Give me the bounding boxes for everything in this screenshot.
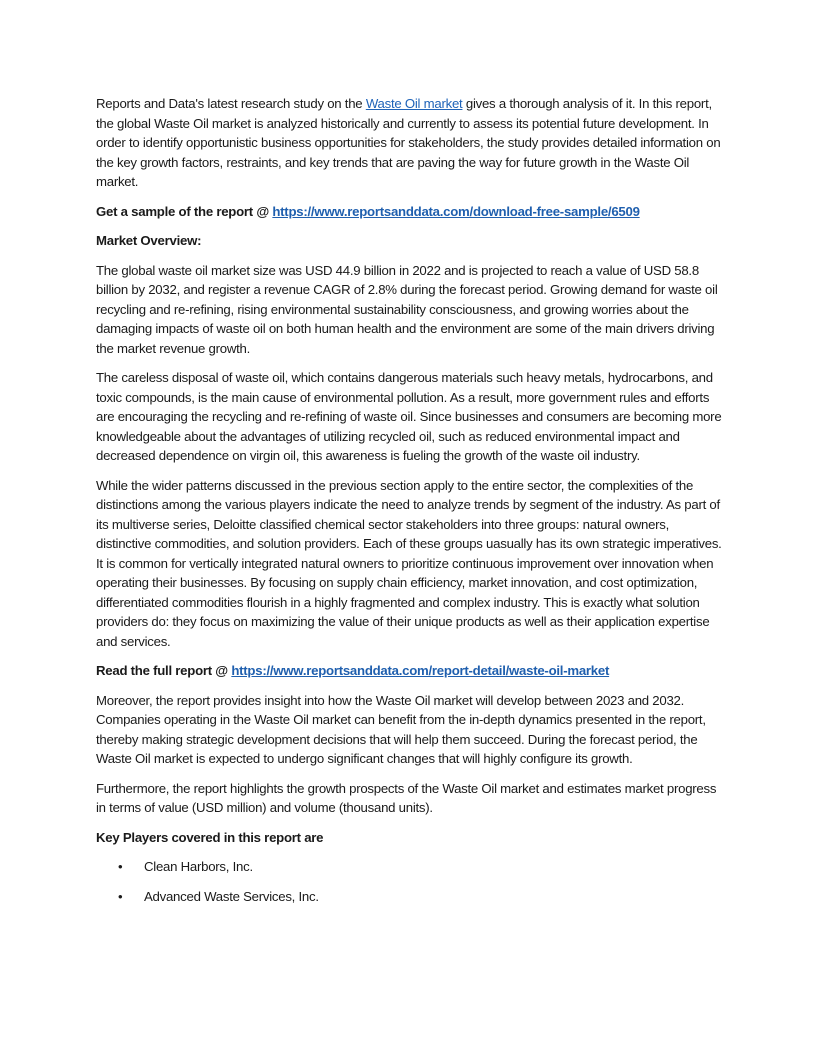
full-report-label: Read the full report @	[96, 663, 232, 678]
full-report-link[interactable]: https://www.reportsanddata.com/report-detail/waste-oil-market	[231, 663, 610, 678]
intro-text-cont: gives a thorough analysis of it. In this report, the global Waste Oil market is analyzed historically and currently to assess its potential future development. In order to identify opportunistic business opportunities for stakeholders, the study provides detailed information on the key growth factors, restraints, and key trends that are paving the way for future growth in the Waste Oil market.	[96, 96, 721, 189]
list-item	[96, 887, 722, 907]
market-overview-heading: Market Overview:	[96, 233, 202, 248]
sample-label: Get a sample of the report @	[96, 203, 273, 219]
full-report-line	[96, 661, 722, 681]
body-paragraph: While the wider patterns discussed in the previous section apply to the entire sector, the complexities of the distinctions among the various players indicate the need to analyze trends by segment of the industry. As part of its multiverse series, Deloitte classified chemical sector stakeholders into three groups: natural owners, distinctive commodities, and solution providers. Each of these groups uasually has its own strategic imperatives. It is common for vertically integrated natural owners to prioritize continuous improvement over innovation when operating their businesses. By focusing on supply chain efficiency, market innovation, and cost optimization, differentiated commodities flourish in a highly fragmented and complex industry. This is exactly what solution providers do: they focus on maximizing the value of their unique products as well as their application expertise and services.	[96, 477, 722, 649]
intro-text: Reports and Data's latest research study on the	[96, 96, 366, 111]
document-page	[96, 94, 722, 916]
bullet-icon: •	[118, 859, 123, 874]
body-paragraph: The careless disposal of waste oil, which contains dangerous materials such heavy metals, hydrocarbons, and toxic compounds, is the main cause of environmental pollution. As a result, more government rules and efforts are encouraging the recycling and re-refining of waste oil. Since businesses and consumers are becoming more knowledgeable about the advantages of utilizing recycled oil, such as reduced environmental impact and decreased dependence on virgin oil, this awareness is fueling the growth of the waste oil industry.	[96, 370, 722, 463]
sample-line	[96, 202, 722, 222]
intro-paragraph	[96, 94, 722, 192]
player-name: Advanced Waste Services, Inc.	[144, 888, 319, 904]
player-name: Clean Harbors, Inc.	[144, 859, 253, 874]
key-players-heading: Key Players covered in this report are	[96, 829, 324, 845]
sample-link[interactable]: https://www.reportsanddata.com/download-free-sample/6509	[272, 203, 640, 219]
bullet-icon: •	[118, 888, 123, 904]
body-paragraph: Moreover, the report provides insight into how the Waste Oil market will develop between 2023 and 2032. Companies operating in the Waste Oil market can benefit from the in-depth dynamics presented in the report, thereby making strategic development decisions that will help them succeed. During the forecast period, the Waste Oil market is expected to undergo significant changes that will highly configure its growth.	[96, 692, 706, 766]
waste-oil-market-link[interactable]: Waste Oil market	[365, 96, 463, 111]
body-paragraph: The global waste oil market size was USD 44.9 billion in 2022 and is projected to reach a value of USD 58.8 billion by 2032, and register a revenue CAGR of 2.8% during the forecast period. Growing demand for waste oil recycling and re-refining, rising environmental sustainability consciousness, and growing worries about the damaging impacts of waste oil on both human health and the environment are some of the main drivers driving the market revenue growth.	[96, 262, 718, 356]
list-item	[96, 857, 722, 877]
key-players-list	[96, 857, 722, 906]
body-paragraph: Furthermore, the report highlights the growth prospects of the Waste Oil market and estimates market progress in terms of value (USD million) and volume (thousand units).	[96, 780, 717, 815]
